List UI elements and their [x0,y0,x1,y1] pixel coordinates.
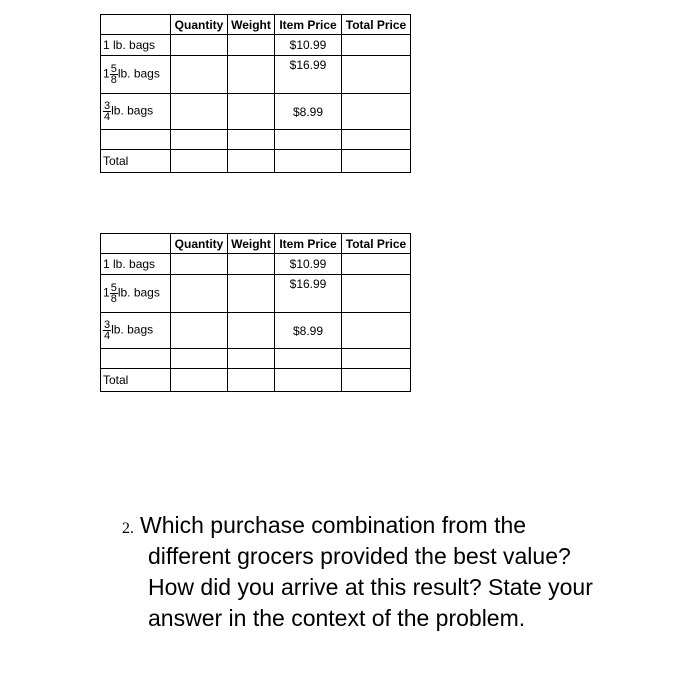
total-item-price-cell[interactable] [275,150,342,173]
table-row-empty [101,130,411,150]
header-quantity: Quantity [171,15,228,35]
quantity-cell[interactable] [171,275,228,313]
empty-cell[interactable] [342,130,411,150]
total-price-cell[interactable] [342,56,411,94]
fraction-numerator: 5 [110,63,117,75]
quantity-cell[interactable] [171,313,228,349]
row-label-text: lb. bags [111,103,154,118]
table-row-empty [101,349,411,369]
total-total-price-cell[interactable] [342,369,411,392]
total-price-cell[interactable] [342,275,411,313]
row-label-1-5-8lb [101,275,171,313]
table-row [101,35,411,56]
question-line: different grocers provided the best value? [148,543,571,569]
mixed-number-whole: 1 [103,285,110,300]
total-quantity-cell[interactable] [171,369,228,392]
quantity-cell[interactable] [171,254,228,275]
header-total-price: Total Price [342,15,411,35]
fraction-denominator: 8 [110,293,117,305]
empty-cell[interactable] [275,130,342,150]
header-item-price: Item Price [275,15,342,35]
quantity-cell[interactable] [171,56,228,94]
table-row-total [101,369,411,392]
item-price-cell: $8.99 [275,94,342,130]
quantity-cell[interactable] [171,94,228,130]
item-price-cell: $10.99 [275,254,342,275]
fraction-denominator: 4 [104,330,111,342]
empty-cell[interactable] [228,349,275,369]
table-row [101,254,411,275]
header-weight: Weight [228,15,275,35]
header-quantity: Quantity [171,234,228,254]
item-price-cell: $16.99 [275,275,342,313]
price-table-2 [100,233,411,392]
table-row [101,275,411,313]
empty-cell[interactable] [101,349,171,369]
item-price-cell: $10.99 [275,35,342,56]
empty-cell[interactable] [342,349,411,369]
weight-cell[interactable] [228,56,275,94]
weight-cell[interactable] [228,313,275,349]
empty-cell[interactable] [101,130,171,150]
total-label: Total [101,369,171,392]
header-item-price: Item Price [275,234,342,254]
item-price-cell: $8.99 [275,313,342,349]
quantity-cell[interactable] [171,35,228,56]
table-row [101,313,411,349]
total-label: Total [101,150,171,173]
total-total-price-cell[interactable] [342,150,411,173]
empty-cell[interactable] [275,349,342,369]
row-label-1-5-8lb [101,56,171,94]
question-line: answer in the context of the problem. [148,605,526,631]
fraction [110,283,118,304]
total-weight-cell[interactable] [228,369,275,392]
total-price-cell[interactable] [342,313,411,349]
row-label-text: lb. bags [117,66,160,81]
item-price-cell: $16.99 [275,56,342,94]
row-label-3-4lb [101,94,171,130]
row-label-1lb: 1 lb. bags [101,254,171,275]
empty-cell[interactable] [171,349,228,369]
fraction-numerator: 5 [110,282,117,294]
header-blank [101,234,171,254]
header-row [101,15,411,35]
fraction-denominator: 4 [104,111,111,123]
header-blank [101,15,171,35]
fraction-numerator: 3 [104,319,111,331]
fraction-denominator: 8 [110,74,117,86]
table-row-total [101,150,411,173]
question-number: 2. [122,520,134,537]
fraction [103,320,111,341]
weight-cell[interactable] [228,275,275,313]
total-price-cell[interactable] [342,35,411,56]
question-text [140,510,680,634]
row-label-text: lb. bags [117,285,160,300]
empty-cell[interactable] [171,130,228,150]
total-item-price-cell[interactable] [275,369,342,392]
row-label-text: lb. bags [111,322,154,337]
header-total-price: Total Price [342,234,411,254]
row-label-3-4lb [101,313,171,349]
question-line: Which purchase combination from the [140,512,527,538]
question-line: How did you arrive at this result? State your [148,574,593,600]
question-2 [122,510,682,631]
fraction-numerator: 3 [104,100,111,112]
fraction [103,101,111,122]
empty-cell[interactable] [228,130,275,150]
weight-cell[interactable] [228,94,275,130]
total-price-cell[interactable] [342,94,411,130]
total-price-cell[interactable] [342,254,411,275]
weight-cell[interactable] [228,35,275,56]
table-row [101,94,411,130]
total-weight-cell[interactable] [228,150,275,173]
total-quantity-cell[interactable] [171,150,228,173]
header-weight: Weight [228,234,275,254]
row-label-1lb: 1 lb. bags [101,35,171,56]
table-row [101,56,411,94]
fraction [110,64,118,85]
weight-cell[interactable] [228,254,275,275]
price-table-1 [100,14,411,173]
mixed-number-whole: 1 [103,66,110,81]
header-row [101,234,411,254]
